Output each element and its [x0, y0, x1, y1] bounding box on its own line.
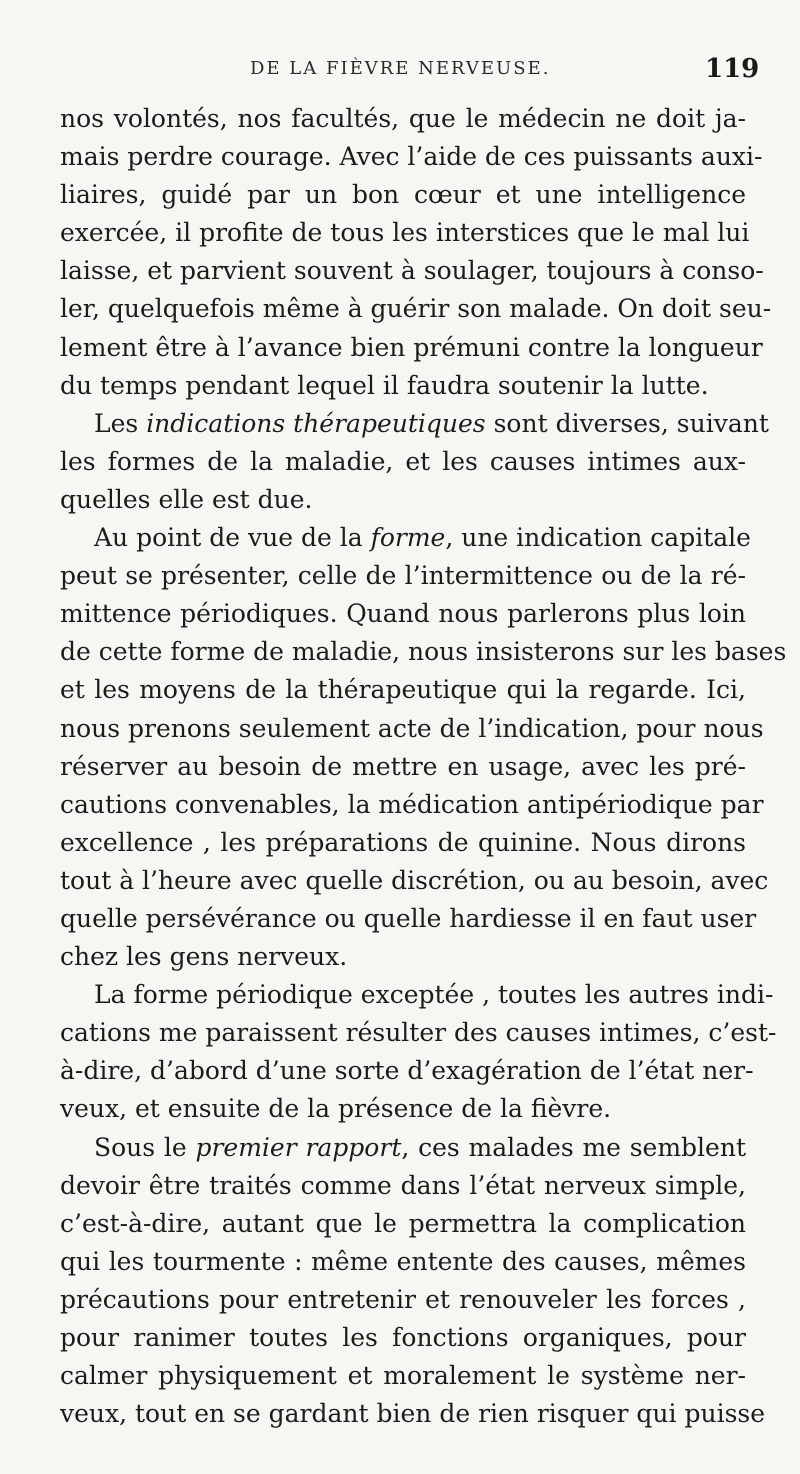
text-run: qui les tourmente : même entente des causes, mêmes: [60, 1246, 746, 1276]
text-run: de cette forme de maladie, nous insisterons sur les bases: [60, 637, 787, 667]
text-line: [60, 100, 746, 138]
text-line: [60, 290, 772, 328]
text-run: lement être à l’avance bien prémuni contre la longueur: [60, 332, 763, 362]
text-run: La forme périodique exceptée , toutes les autres indi-: [94, 980, 774, 1010]
italic-phrase: premier rapport: [195, 1132, 402, 1162]
text-run: cations me paraissent résulter des causes intimes, c’est-: [60, 1018, 777, 1048]
text-run: peut se présenter, celle de l’intermittence ou de la ré-: [60, 561, 746, 591]
text-line: [60, 405, 769, 443]
text-line: [60, 1243, 746, 1281]
text-run: pour ranimer toutes les fonctions organiques, pour: [60, 1323, 746, 1352]
text-line: [60, 481, 746, 519]
text-line: [60, 519, 751, 557]
text-line: [60, 176, 746, 214]
text-run: précautions pour entretenir et renouveler les forces ,: [60, 1284, 746, 1314]
text-line: [60, 1052, 754, 1090]
text-run: à-dire, d’abord d’une sorte d’exagération de l’état ner-: [60, 1056, 754, 1086]
text-run: devoir être traités comme dans l’état nerveux simple,: [60, 1170, 746, 1200]
text-run: , ces malades me semblent: [401, 1132, 746, 1162]
text-run: mais perdre courage. Avec l’aide de ces puissants auxi-: [60, 142, 763, 172]
text-run: laisse, et parvient souvent à soulager, toujours à conso-: [60, 256, 764, 286]
text-line: [60, 1281, 746, 1319]
text-line: [60, 824, 746, 862]
text-line: [60, 1167, 746, 1205]
text-line: [60, 938, 746, 976]
text-run: Sous le: [94, 1132, 196, 1162]
text-run: ler, quelquefois même à guérir son malade. On doit seu-: [60, 294, 772, 324]
text-line: [60, 710, 764, 748]
text-run: du temps pendant lequel il faudra soutenir la lutte.: [60, 370, 709, 400]
text-line: [60, 252, 764, 290]
text-line: [60, 329, 763, 367]
text-run: tout à l’heure avec quelle discrétion, ou au besoin, avec: [60, 865, 769, 895]
text-line: [60, 443, 746, 481]
text-run: excellence , les préparations de quinine. Nous dirons: [60, 827, 746, 857]
text-run: nous prenons seulement acte de l’indication, pour nous: [60, 713, 764, 743]
text-run: mittence périodiques. Quand nous parlerons plus loin: [60, 599, 746, 629]
text-line: [60, 1357, 746, 1395]
text-run: quelle persévérance ou quelle hardiesse il en faut user: [60, 903, 757, 933]
text-run: réserver au besoin de mettre en usage, avec les pré-: [60, 751, 746, 781]
text-run: c’est-à-dire, autant que le permettra la complication: [60, 1208, 746, 1238]
text-line: [60, 748, 746, 786]
text-run: veux, et ensuite de la présence de la fièvre.: [60, 1094, 612, 1124]
text-run: nos volontés, nos facultés, que le médecin ne doit ja-: [60, 104, 746, 133]
text-run: exercée, il profite de tous les interstices que le mal lui: [60, 218, 750, 248]
text-line: [60, 976, 774, 1014]
text-line: [60, 214, 750, 252]
text-line: [60, 138, 763, 176]
text-line: [60, 633, 787, 671]
text-line: [60, 595, 746, 633]
text-run: Les: [94, 408, 147, 438]
text-line: [60, 671, 746, 709]
text-run: calmer physiquement et moralement le système ner-: [60, 1361, 746, 1391]
text-run: sont diverses, suivant: [485, 408, 769, 438]
text-run: cautions convenables, la médication antipériodique par: [60, 789, 764, 819]
text-line: [60, 1395, 766, 1433]
text-run: Au point de vue de la: [94, 523, 371, 553]
text-line: [60, 367, 746, 405]
text-line: [60, 1129, 746, 1167]
page-number: 119: [705, 54, 760, 84]
text-line: [60, 557, 746, 595]
text-run: , une indication capitale: [445, 523, 751, 553]
running-head: DE LA FIÈVRE NERVEUSE.: [250, 58, 551, 79]
text-run: quelles elle est due.: [60, 484, 313, 514]
text-run: liaires, guidé par un bon cœur et une intelligence: [60, 180, 746, 210]
text-run: chez les gens nerveux.: [60, 942, 348, 972]
text-run: les formes de la maladie, et les causes intimes aux-: [60, 446, 746, 476]
text-line: [60, 862, 769, 900]
italic-phrase: forme: [370, 523, 446, 553]
body-text: [60, 100, 787, 1433]
text-run: veux, tout en se gardant bien de rien risquer qui puisse: [60, 1399, 766, 1429]
italic-phrase: indications thérapeutiques: [146, 408, 486, 438]
text-line: [60, 1014, 777, 1052]
text-line: [60, 1205, 746, 1243]
text-line: [60, 1090, 746, 1128]
text-line: [60, 1319, 746, 1357]
text-line: [60, 786, 764, 824]
text-run: et les moyens de la thérapeutique qui la regarde. Ici,: [60, 675, 746, 705]
text-line: [60, 900, 757, 938]
